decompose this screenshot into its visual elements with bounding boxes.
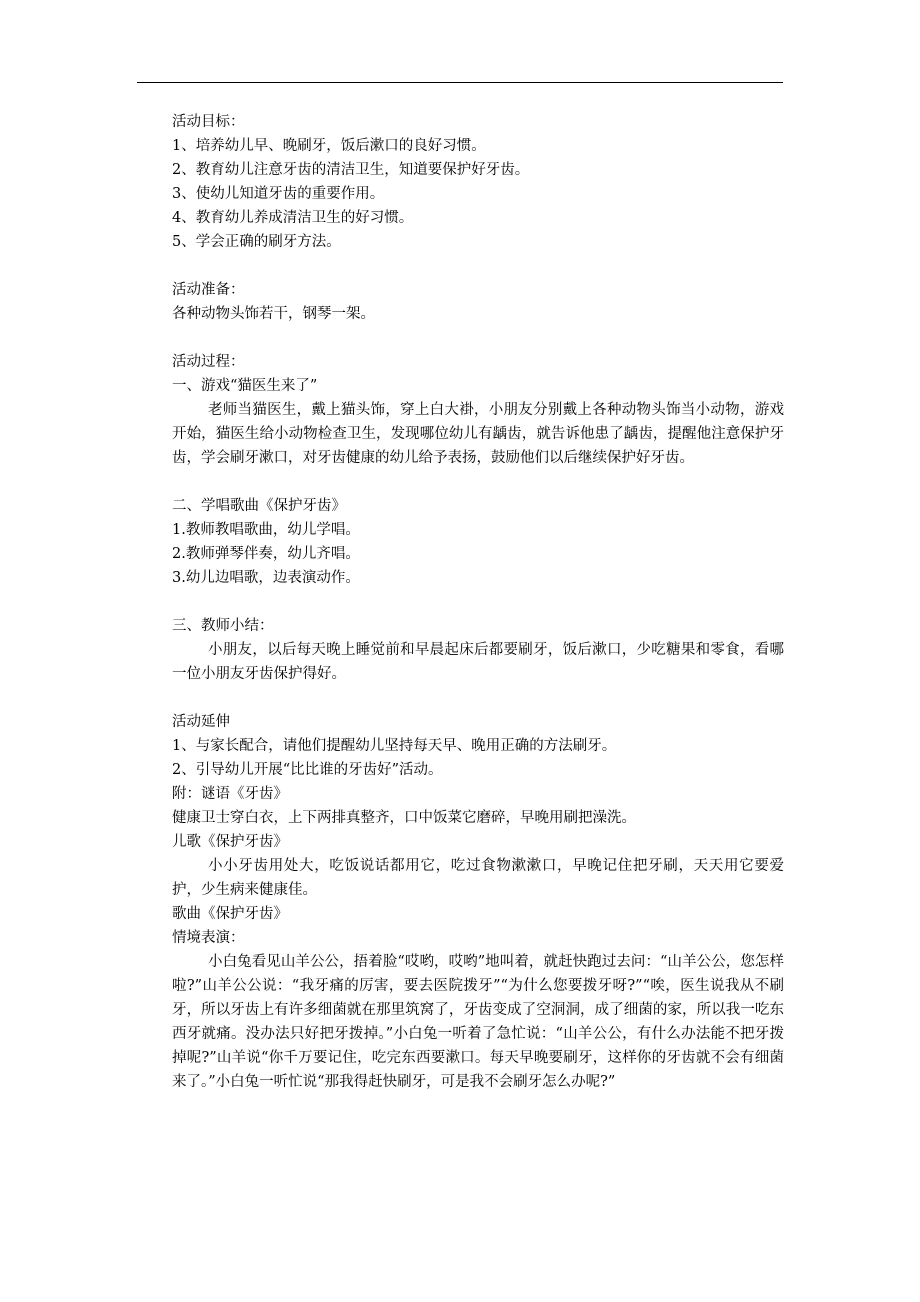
extension-heading: 活动延伸: [172, 714, 230, 730]
goal-item-3: 3、使幼儿知道牙齿的重要作用。: [172, 186, 385, 202]
spacer: [172, 326, 784, 350]
preparation-heading: 活动准备：: [172, 282, 245, 298]
skit-title: 情境表演：: [172, 930, 245, 946]
skit-text: 小白兔看见山羊公公，捂着脸“哎哟，哎哟”地叫着，就赶快跑过去问：“山羊公公，您怎样啦?”山羊公公说：“我牙痛的厉害，要去医院拨牙”“为什么您要拨牙呀?”“唉，医生说我从不刷牙，所以牙齿上有许多细菌就在那里筑窝了，牙齿变成了空洞洞，成了细菌的家，所以我一吃东西牙就痛。没办法只好把牙拨掉。”小白兔一听着了急忙说：“山羊公公，有什么办法能不把牙拨掉呢?”山羊说“你千万要记住，吃完东西要漱口。每天早晚要刷牙，这样你的牙齿就不会有细菌来了。”小白兔一听忙说“那我得赶快刷牙，可是我不会刷牙怎么办呢?”: [172, 954, 784, 1090]
part3-title: 三、教师小结：: [172, 618, 274, 634]
spacer: [172, 470, 784, 494]
goals-heading: 活动目标：: [172, 114, 245, 130]
part2-item-1: 1.教师教唱歌曲，幼儿学唱。: [172, 522, 360, 538]
part1-title: 一、游戏“猫医生来了”: [172, 378, 318, 394]
preparation-text: 各种动物头饰若干，钢琴一架。: [172, 306, 375, 322]
rhyme-text: 小小牙齿用处大，吃饭说话都用它，吃过食物漱漱口，早晚记住把牙刷，天天用它要爱护，少生病来健康佳。: [172, 858, 784, 898]
rhyme-title: 儿歌《保护牙齿》: [172, 834, 288, 850]
spacer: [172, 254, 784, 278]
goal-item-2: 2、教育幼儿注意牙齿的清洁卫生，知道要保护好牙齿。: [172, 162, 530, 178]
header-rule: [137, 82, 783, 83]
part2-title: 二、学唱歌曲《保护牙齿》: [172, 498, 346, 514]
goal-item-4: 4、教育幼儿养成清洁卫生的好习惯。: [172, 210, 414, 226]
song-title: 歌曲《保护牙齿》: [172, 906, 288, 922]
part1-text: 老师当猫医生，戴上猫头饰，穿上白大褂，小朋友分别戴上各种动物头饰当小动物，游戏开始，猫医生给小动物检查卫生，发现哪位幼儿有龋齿，就告诉他患了龋齿，提醒他注意保护牙齿，学会刷牙漱口，对牙齿健康的幼儿给予表扬，鼓励他们以后继续保护好牙齿。: [172, 402, 784, 466]
goal-item-5: 5、学会正确的刷牙方法。: [172, 234, 341, 250]
document-body: [172, 110, 784, 1094]
spacer: [172, 686, 784, 710]
riddle-text: 健康卫士穿白衣，上下两排真整齐，口中饭菜它磨碎，早晚用刷把澡洗。: [172, 810, 636, 826]
part3-text: 小朋友，以后每天晚上睡觉前和早晨起床后都要刷牙，饭后漱口，少吃糖果和零食，看哪一位小朋友牙齿保护得好。: [172, 642, 784, 682]
part2-item-3: 3.幼儿边唱歌，边表演动作。: [172, 570, 360, 586]
process-heading: 活动过程：: [172, 354, 245, 370]
extension-item-1: 1、与家长配合，请他们提醒幼儿坚持每天早、晚用正确的方法刷牙。: [172, 738, 617, 754]
extension-item-2: 2、引导幼儿开展“比比谁的牙齿好”活动。: [172, 762, 443, 778]
goal-item-1: 1、培养幼儿早、晚刷牙，饭后漱口的良好习惯。: [172, 138, 486, 154]
part2-item-2: 2.教师弹琴伴奏，幼儿齐唱。: [172, 546, 360, 562]
spacer: [172, 590, 784, 614]
riddle-title: 附：谜语《牙齿》: [172, 786, 288, 802]
